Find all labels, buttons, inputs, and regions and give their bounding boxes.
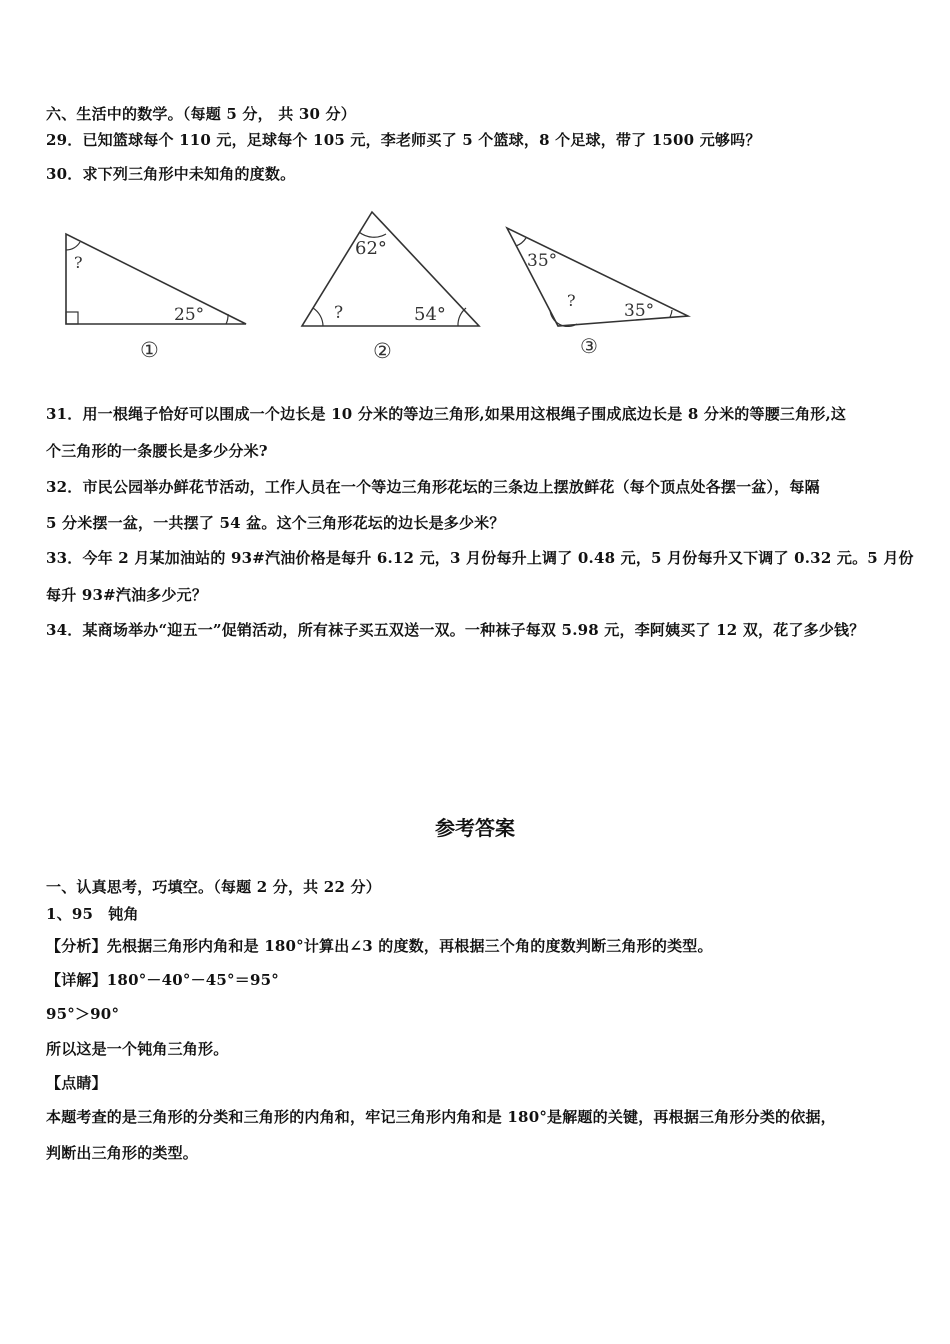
t2-top-label: 62° xyxy=(355,238,387,259)
answer-analysis: 【分析】先根据三角形内角和是 180°计算出∠3 的度数，再根据三个角的度数判断三角形的类型。 xyxy=(46,937,713,955)
triangle-2 xyxy=(302,212,479,363)
answer-1: 1、95 钝角 xyxy=(46,905,139,923)
answers-section1-heading: 一、认真思考，巧填空。（每题 2 分，共 22 分） xyxy=(46,878,381,896)
answer-comment-line2: 判断出三角形的类型。 xyxy=(46,1144,199,1162)
question-34: 34．某商场举办“迎五一”促销活动，所有袜子买五双送一双。一种袜子每双 5.98 元，李阿姨买了 12 双，花了多少钱？ xyxy=(46,621,865,639)
question-33-line2: 每升 93#汽油多少元？ xyxy=(46,586,208,604)
answer-comment-label: 【点睛】 xyxy=(46,1074,107,1092)
triangle-3 xyxy=(507,228,688,358)
t2-number: ② xyxy=(373,339,392,363)
t3-right-label: 35° xyxy=(624,301,655,321)
t3-top-label: 35° xyxy=(527,251,558,271)
question-30: 30．求下列三角形中未知角的度数。 xyxy=(46,165,296,183)
question-31-line1: 31．用一根绳子恰好可以围成一个边长是 10 分米的等边三角形,如果用这根绳子围成底边长是 8 分米的等腰三角形,这 xyxy=(46,405,847,423)
triangles-svg xyxy=(40,200,720,370)
question-31-line2: 个三角形的一条腰长是多少分米? xyxy=(46,442,268,460)
question-32-line2: 5 分米摆一盆，一共摆了 54 盆。这个三角形花坛的边长是多少米？ xyxy=(46,514,505,532)
question-33-line1: 33．今年 2 月某加油站的 93#汽油价格是每升 6.12 元，3 月份每升上调了 0.48 元，5 月份每升又下调了 0.32 元。5 月份 xyxy=(46,549,914,567)
t2-unknown-label: ? xyxy=(334,303,344,323)
t3-unknown-label: ? xyxy=(567,291,576,310)
answer-compare: 95°＞90° xyxy=(46,1005,120,1023)
answer-conclusion: 所以这是一个钝角三角形。 xyxy=(46,1040,229,1058)
section6-heading: 六、生活中的数学。（每题 5 分， 共 30 分） xyxy=(46,105,356,123)
question-29: 29．已知篮球每个 110 元，足球每个 105 元，李老师买了 5 个篮球，8 个足球，带了 1500 元够吗？ xyxy=(46,131,761,149)
t3-number: ③ xyxy=(580,334,598,358)
t1-angle-label: 25° xyxy=(174,305,205,325)
answers-title: 参考答案 xyxy=(435,816,515,840)
t1-number: ① xyxy=(140,338,159,362)
answer-detail: 【详解】180°－40°－45°＝95° xyxy=(46,971,279,989)
answer-comment-line1: 本题考查的是三角形的分类和三角形的内角和，牢记三角形内角和是 180°是解题的关键，再根据三角形分类的依据， xyxy=(46,1108,836,1126)
t2-right-label: 54° xyxy=(414,304,446,325)
t1-unknown-label: ? xyxy=(74,253,83,272)
triangles-figure xyxy=(40,200,720,370)
triangle-1 xyxy=(66,234,246,362)
question-32-line1: 32．市民公园举办鲜花节活动，工作人员在一个等边三角形花坛的三条边上摆放鲜花（每个顶点处各摆一盆），每隔 xyxy=(46,478,820,496)
